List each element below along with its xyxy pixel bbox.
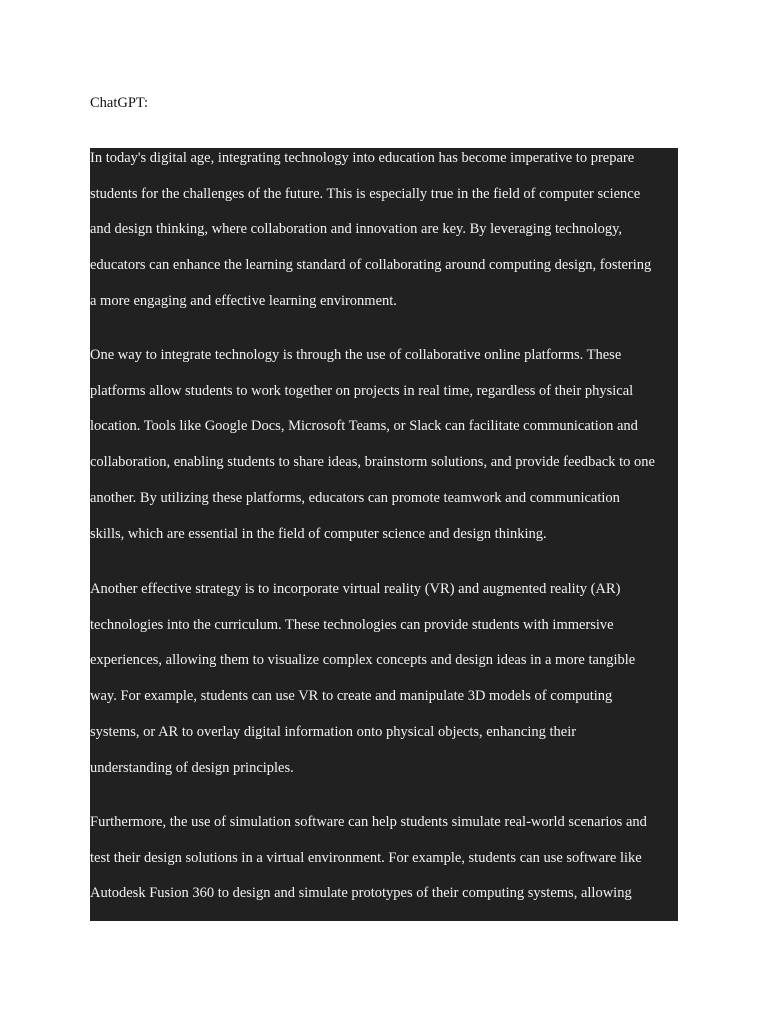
- text-line: Autodesk Fusion 360 to design and simulate prototypes of their computing systems, allowing: [90, 885, 632, 902]
- text-line: In today's digital age, integrating technology into education has become imperative to prepare: [90, 150, 635, 166]
- text-line: Another effective strategy is to incorporate virtual reality (VR) and augmented reality (AR): [90, 581, 621, 597]
- text-line: location. Tools like Google Docs, Microsoft Teams, or Slack can facilitate communication and: [90, 418, 638, 435]
- text-line: experiences, allowing them to visualize complex concepts and design ideas in a more tangible: [90, 652, 636, 669]
- text-line: systems, or AR to overlay digital information onto physical objects, enhancing their: [90, 723, 577, 740]
- text-line: One way to integrate technology is through the use of collaborative online platforms. These: [90, 347, 622, 363]
- text-line: understanding of design principles.: [90, 759, 294, 776]
- text-line: platforms allow students to work together on projects in real time, regardless of their physical: [90, 382, 634, 399]
- text-line: technologies into the curriculum. These technologies can provide students with immersive: [90, 616, 614, 633]
- text-line: skills, which are essential in the field of computer science and design thinking.: [90, 525, 547, 542]
- text-line: students for the challenges of the future. This is especially true in the field of computer science: [90, 185, 641, 202]
- text-line: test their design solutions in a virtual environment. For example, students can use software like: [90, 849, 642, 866]
- text-line: a more engaging and effective learning environment.: [90, 292, 397, 309]
- text-line: another. By utilizing these platforms, educators can promote teamwork and communication: [90, 489, 620, 506]
- response-text-block: [90, 148, 678, 921]
- text-line: educators can enhance the learning standard of collaborating around computing design, fostering: [90, 257, 652, 274]
- text-line: collaboration, enabling students to share ideas, brainstorm solutions, and provide feedback to one: [90, 454, 655, 471]
- text-line: way. For example, students can use VR to create and manipulate 3D models of computing: [90, 688, 613, 705]
- text-line: and design thinking, where collaboration and innovation are key. By leveraging technology,: [90, 221, 623, 238]
- chatgpt-label: ChatGPT:: [90, 95, 149, 111]
- text-line: Furthermore, the use of simulation software can help students simulate real-world scenarios and: [90, 814, 647, 830]
